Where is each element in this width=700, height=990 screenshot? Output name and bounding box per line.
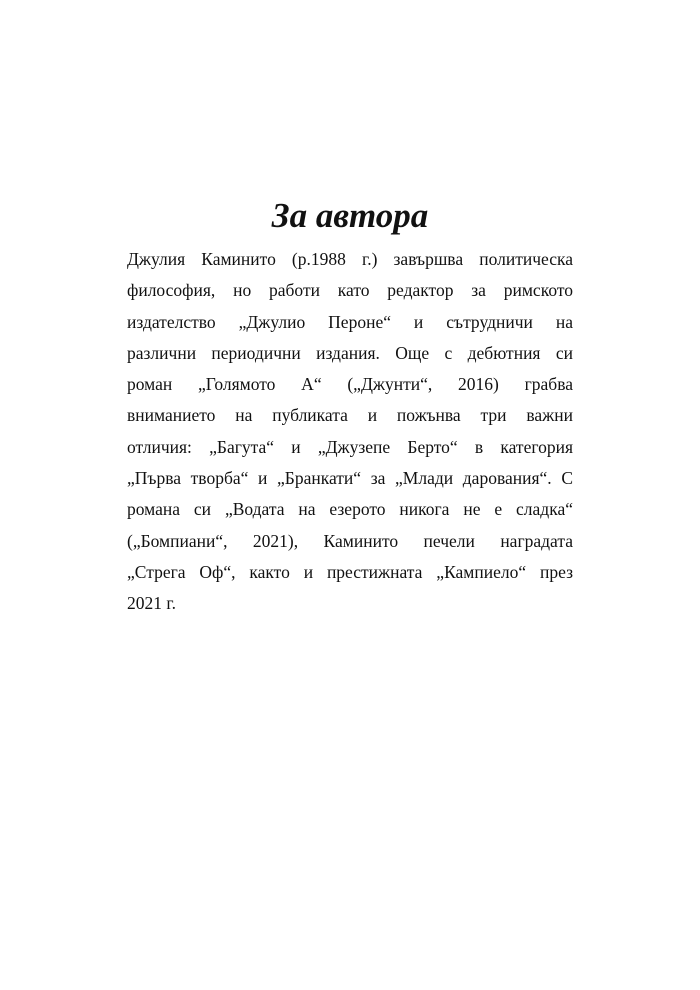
paragraph-line: вниманието на публиката и пожънва три важни — [127, 405, 573, 426]
paragraph-line: „Първа творба“ и „Бранкати“ за „Млади дарования“. С — [127, 468, 573, 489]
paragraph-line: различни периодични издания. Още с дебютния си — [127, 342, 573, 363]
paragraph-line: философия, но работи като редактор за римското — [127, 280, 573, 301]
paragraph-line: роман „Голямото А“ („Джунти“, 2016) грабва — [127, 374, 573, 395]
paragraph-line: („Бомпиани“, 2021), Каминито печели наградата — [127, 530, 573, 551]
paragraph-line: издателство „Джулио Пероне“ и сътрудничи на — [127, 311, 573, 332]
paragraph-line: отличия: „Багута“ и „Джузепе Берто“ в категория — [127, 436, 573, 457]
paragraph-line: Джулия Каминито (р.1988 г.) завършва политическа — [127, 249, 573, 269]
paragraph-line: романа си „Водата на езерото никога не е сладка“ — [127, 499, 573, 520]
section-title: За автора — [271, 196, 429, 235]
paragraph-line: „Стрега Оф“, както и престижната „Кампиело“ през — [127, 561, 573, 582]
author-bio-paragraph — [127, 244, 573, 620]
paragraph-line: 2021 г. — [127, 593, 176, 614]
